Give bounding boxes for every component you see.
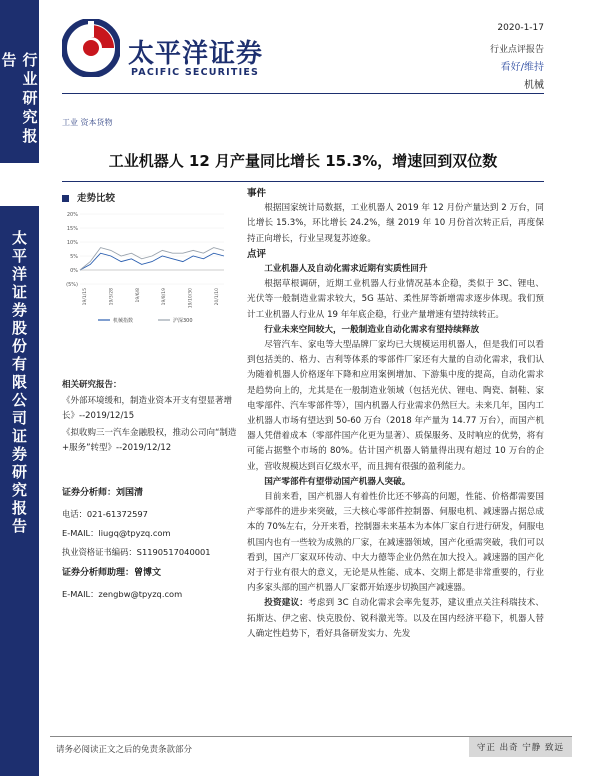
sidebar-top [0,0,39,163]
y-tick-label: (5%) [66,282,78,288]
title-divider [62,181,544,182]
related-heading: 相关研究报告： [62,380,122,390]
report-body [247,186,544,642]
bullet-square-icon [62,195,69,202]
trend-chart [58,210,230,326]
legend-label: 机械指数 [113,318,134,324]
rating-badge: 看好/维持 [500,62,544,73]
related-item[interactable]: 《外部环境缓和，制造业资本开支有望显著增长》--2019/12/15 [62,396,233,421]
pacific-securities-logo-icon [62,19,120,77]
breadcrumb: 工业 资本货物 [62,118,113,127]
brand-name-cn: 太平洋证券 [128,39,264,69]
paragraph-4: 投资建议：考虑到 3C 自动化需求会率先复苏，建议重点关注科瑞技术、拓斯达、伊之密、快克股份、锐科激光等。以及在国内经济平稳下，机器人替人确定性趋势下，看好具备研发实力、先发 [247,598,544,639]
footer-disclaimer: 请务必阅读正文之后的免责条款部分 [56,745,193,755]
header-divider [62,93,544,94]
analyst-block [62,486,242,606]
subheading-2: 行业未来空间较大，一般制造业自动化需求有望持续释放 [264,324,480,335]
x-tick-label: 19/6/8 [135,288,141,303]
advice-label: 投资建议： [264,598,308,609]
sidebar-bottom-label: 太平洋证券股份有限公司证券研究报告 [10,230,28,536]
analyst-cert: 执业资格证书编码：S1190517040001 [62,547,211,557]
subheading-3: 国产零部件有望带动国产机器人突破。 [264,476,411,487]
related-list [62,394,242,456]
y-tick-label: 0% [70,268,78,274]
related-item[interactable]: 《拟收购三一汽车金融股权，推动公司向“制造+服务”转型》--2019/12/12 [62,428,237,453]
comment-heading: 点评 [247,248,267,260]
paragraph-3: 目前来看，国产机器人有着性价比还不够高的问题，性能、价格都需要国产零部件的进步来突破，三大核心零部件控制器、伺服电机、减速器占据总成本的 70%左右，分开来看，控制器未来基本为本体厂家自行进行研发，伺服电机国内也有一些较为成熟的厂家，在减速器领域，国产化亟需突破，我们可以看到，国产厂家双环传动、中大力德等企业仍然在加大投入。减速器的国产化对于行业有很大的意义，无论是从性能、成本、交期上都是非常重要的，行业内多家头部的国产机器人厂家都开始逐步切换国产减速器。 [247,492,544,594]
subheading-1: 工业机器人及自动化需求近期有实质性回升 [264,264,428,275]
brand-name-en: PACIFIC SECURITIES [131,67,260,78]
legend-label: 沪深300 [173,318,193,324]
sector-label: 机械 [524,80,544,91]
footer-motto: 守正 出奇 宁静 致远 [469,737,572,757]
y-tick-label: 5% [70,254,78,260]
paragraph-2: 尽管汽车、家电等大型品牌厂家均已大规模运用机器人，但是我们可以看到包括美的、格力、吉利等体系的零部件厂家还有大量的自动化需求，我们认为随着机器人价格逐年下降和应用案例增加、下游集中度的提高，自动化需求是趋势向上的，尤其是在一般制造业领域（包括光伏、锂电、陶瓷、制鞋、家电零部件、汽车零部件等），国内机器人行业需求仍然巨大。未来几年，国内工业机器人市场有望达到 50-60 万台（2018 年产量为 14.77 万台），而国产机器人凭借着成本（零部件国产化更为显著）、质保服务、及时响应的优势，将有可能占据整个市场的 80%。估计国产机器人销量得出现有超过 10 万台的企业，营收规模达到百亿级水平，而且拥有很强的盈利能力。 [247,340,544,472]
x-tick-label: 19/10/30 [188,288,194,309]
assistant-name: 证券分析师助理：曾博文 [62,568,162,578]
paragraph-1: 根据草根调研，近期工业机器人行业情况基本企稳，类似于 3C、锂电、光伏等一般制造业需求较大，5G 基站、柔性屏等新增需求逐步体现。我们预计工业机器人行业从 19 年年底企稳，行业产量增速有望持续转正。 [247,279,544,320]
x-tick-label: 19/8/19 [162,288,168,306]
x-tick-label: 20/1/10 [215,288,220,306]
y-tick-label: 20% [66,212,78,218]
assistant-email[interactable]: E-MAIL：zengbw@tpyzq.com [62,589,183,599]
report-type: 行业点评报告 [489,45,544,55]
y-tick-label: 15% [66,226,78,232]
analyst-email[interactable]: E-MAIL：liugq@tpyzq.com [62,528,171,538]
sidebar-bottom [0,206,39,776]
analyst-phone: 电话：021-61372597 [62,509,148,519]
page-title: 工业机器人 12 月产量同比增长 15.3%，增速回到双位数 [108,152,498,170]
trend-heading: 走势比较 [62,190,115,204]
analyst-name: 证券分析师：刘国清 [62,488,144,498]
event-heading: 事件 [247,188,267,199]
x-tick-label: 19/3/28 [109,288,115,306]
x-tick-label: 19/1/15 [83,288,88,306]
report-date: 2020-1-17 [497,23,544,33]
event-text: 根据国家统计局数据，工业机器人 2019 年 12 月份产量达到 2 万台，同比增长 15.3%，环比增长 24.2%，继 2019 年 10 月份首次转正后，再度保持正向增长，行业呈现复苏迹象。 [247,203,544,244]
y-tick-label: 10% [66,240,78,246]
sidebar-top-label: 行业研究报告 [0,52,39,147]
